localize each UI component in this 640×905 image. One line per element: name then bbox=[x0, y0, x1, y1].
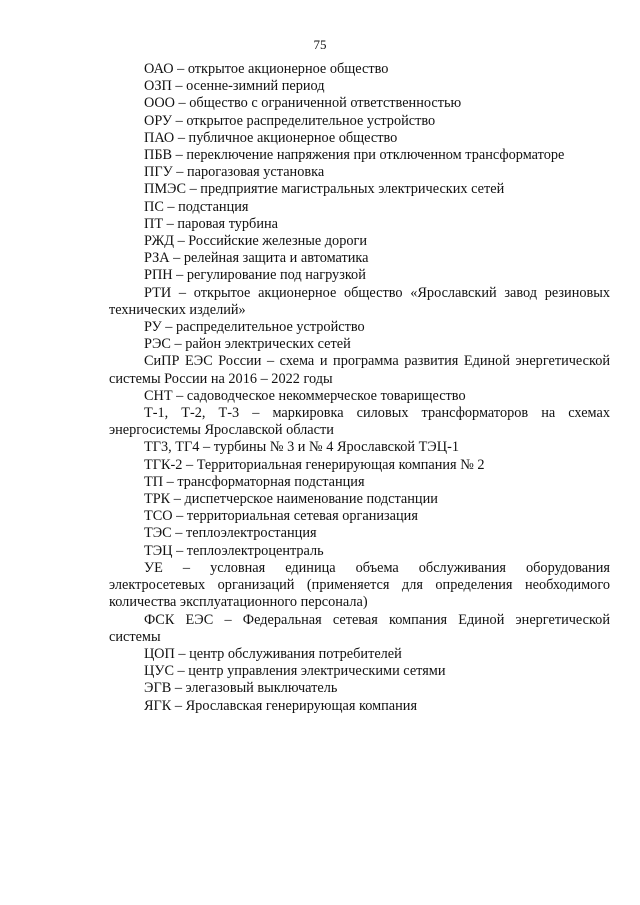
abbreviation-entry: СиПР ЕЭС России – схема и программа развития Единой энергетической системы России на 2016 – 2022 годы bbox=[109, 353, 610, 387]
abbreviation-entry: РЖД – Российские железные дороги bbox=[144, 233, 368, 250]
abbreviation-entry: ПС – подстанция bbox=[144, 198, 249, 215]
abbreviation-entry: ПБВ – переключение напряжения при отключенном трансформаторе bbox=[144, 147, 565, 164]
abbreviation-entry: ТГ3, ТГ4 – турбины № 3 и № 4 Ярославской ТЭЦ-1 bbox=[144, 439, 459, 456]
abbreviation-entry: ТЭЦ – теплоэлектроцентраль bbox=[144, 542, 324, 559]
abbreviation-entry: ПГУ – парогазовая установка bbox=[144, 164, 325, 181]
abbreviation-entry: ПМЭС – предприятие магистральных электрических сетей bbox=[144, 181, 505, 198]
abbreviation-entry: ОРУ – открытое распределительное устройство bbox=[144, 112, 436, 129]
abbreviation-entry: ЭГВ – элегазовый выключатель bbox=[144, 680, 338, 697]
abbreviation-entry: ТП – трансформаторная подстанция bbox=[144, 473, 365, 490]
abbreviation-entry: ТЭС – теплоэлектростанция bbox=[144, 525, 317, 542]
abbreviations-list bbox=[109, 61, 610, 715]
abbreviation-entry: РЭС – район электрических сетей bbox=[144, 336, 351, 353]
abbreviation-entry: ЯГК – Ярославская генерирующая компания bbox=[144, 697, 418, 714]
abbreviation-entry: ООО – общество с ограниченной ответственностью bbox=[144, 95, 462, 112]
abbreviation-entry: РУ – распределительное устройство bbox=[144, 319, 365, 336]
abbreviation-entry: ПТ – паровая турбина bbox=[144, 215, 278, 232]
abbreviation-entry: РЗА – релейная защита и автоматика bbox=[144, 250, 369, 267]
abbreviation-entry: ОЗП – осенне-зимний период bbox=[144, 78, 325, 95]
abbreviation-entry: УЕ – условная единица объема обслуживания оборудования электросетевых организаций (применяется для определения необходимого количества эксплуатационного персонала) bbox=[109, 559, 610, 611]
abbreviation-entry: ЦОП – центр обслуживания потребителей bbox=[144, 645, 402, 662]
abbreviation-entry: ТГК-2 – Территориальная генерирующая компания № 2 bbox=[144, 456, 485, 473]
abbreviation-entry: ЦУС – центр управления электрическими сетями bbox=[144, 663, 446, 680]
abbreviation-entry: Т-1, Т-2, Т-3 – маркировка силовых трансформаторов на схемах энергосистемы Ярославской области bbox=[109, 405, 610, 439]
abbreviation-entry: ОАО – открытое акционерное общество bbox=[144, 61, 389, 77]
abbreviation-entry: РПН – регулирование под нагрузкой bbox=[144, 267, 366, 284]
abbreviation-entry: ФСК ЕЭС – Федеральная сетевая компания Единой энергетической системы bbox=[109, 611, 610, 645]
page-number: 75 bbox=[313, 37, 327, 52]
abbreviation-entry: СНТ – садоводческое некоммерческое товарищество bbox=[144, 387, 466, 404]
abbreviation-entry: ТРК – диспетчерское наименование подстанции bbox=[144, 491, 438, 508]
abbreviation-entry: ПАО – публичное акционерное общество bbox=[144, 129, 398, 146]
abbreviation-entry: ТСО – территориальная сетевая организация bbox=[144, 508, 418, 525]
abbreviation-entry: РТИ – открытое акционерное общество «Ярославский завод резиновых технических изделий» bbox=[109, 284, 610, 318]
